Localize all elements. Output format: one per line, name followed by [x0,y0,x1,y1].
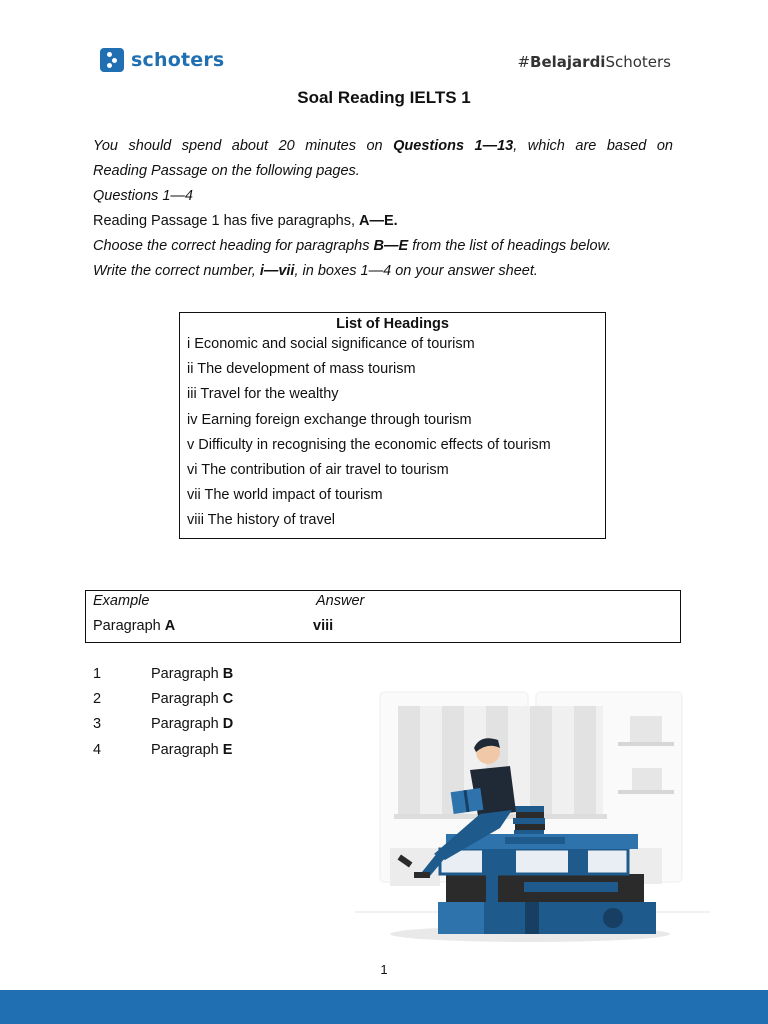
heading-item: iii Travel for the wealthy [187,386,339,403]
instruction-line-4: Reading Passage 1 has five paragraphs, A—E. [93,213,398,229]
question-number: 2 [93,691,102,708]
question-text: Paragraph E [151,741,233,758]
instruction-line-3: Questions 1—4 [93,188,193,204]
list-of-headings-title: List of Headings [336,316,449,332]
heading-item: vii The world impact of tourism [187,487,383,504]
brand-logo [100,48,224,72]
page-number: 1 [380,962,388,977]
question-row [93,666,233,691]
question-row [93,691,233,716]
brand-name: schoters [131,49,225,71]
question-number: 1 [93,666,102,682]
question-row [93,716,233,741]
instruction-line-5: Choose the correct heading for paragraphs B—E from the list of headings below. [93,238,612,254]
question-row [93,742,233,767]
question-list [93,666,233,767]
headings-list [180,332,605,534]
example-label: Example [93,593,150,609]
schoters-logo-icon [100,48,124,72]
hashtag: #BelajardiSchoters [517,53,671,71]
heading-item: v Difficulty in recognising the economic effects of tourism [187,436,551,453]
list-of-headings-box [179,312,606,539]
question-text: Paragraph C [151,691,234,708]
instructions [93,134,673,284]
example-answer-value: viii [313,618,334,634]
instruction-line-2: Reading Passage on the following pages. [93,163,360,179]
question-number: 4 [93,741,102,758]
instruction-line-6: Write the correct number, i—vii, in boxes 1—4 on your answer sheet. [93,263,538,279]
footer-bar [0,990,768,1024]
heading-item: iv Earning foreign exchange through tourism [187,411,472,428]
question-text: Paragraph B [151,666,234,682]
heading-item: ii The development of mass tourism [187,361,416,378]
answer-label: Answer [316,593,365,609]
heading-item: vi The contribution of air travel to tourism [187,462,449,479]
question-number: 3 [93,716,102,733]
question-text: Paragraph D [151,716,234,733]
instruction-line-1: You should spend about 20 minutes on Questions 1—13, which are based on [93,138,673,154]
page-title: Soal Reading IELTS 1 [297,88,471,107]
example-box [85,590,681,643]
heading-item: viii The history of travel [187,512,336,529]
reading-illustration [350,688,720,950]
example-paragraph: Paragraph A [93,618,176,634]
heading-item: i Economic and social significance of tourism [187,336,475,352]
